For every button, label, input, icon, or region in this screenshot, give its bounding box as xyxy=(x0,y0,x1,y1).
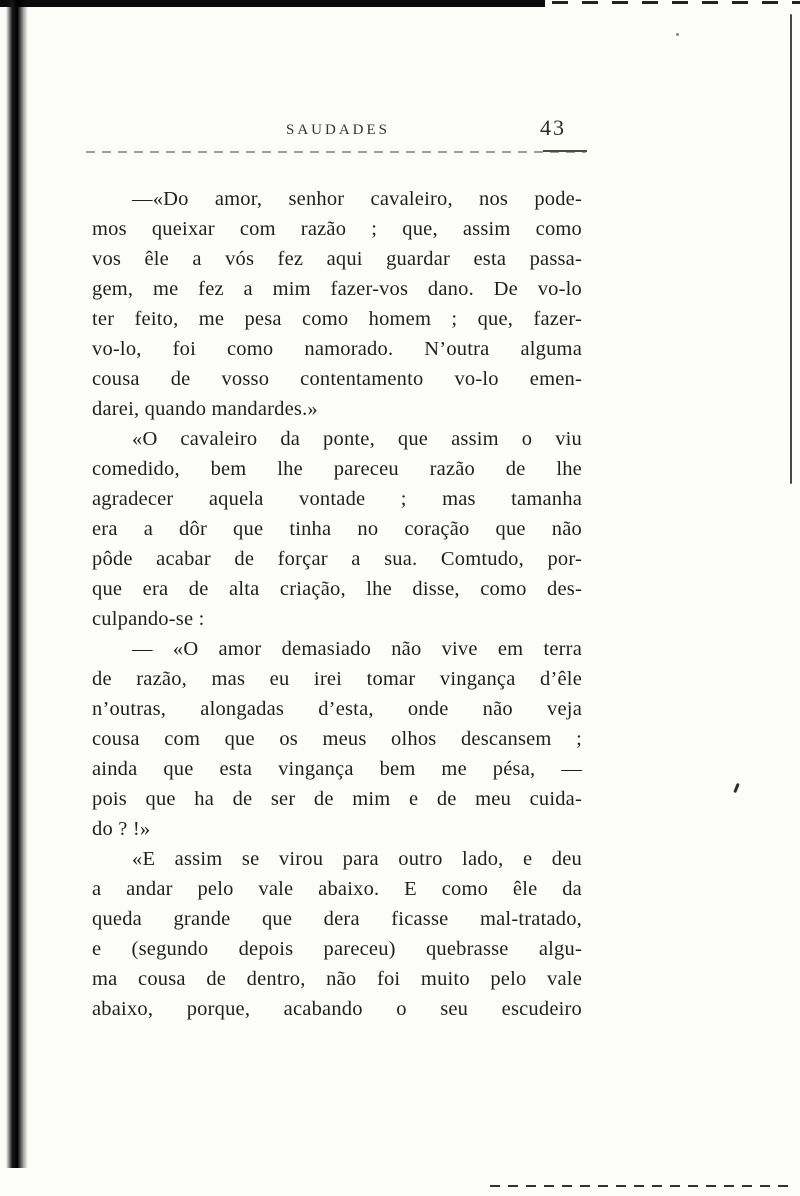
text-line: gem, me fez a mim fazer-vos dano. De vo-lo xyxy=(92,278,582,300)
text-line: darei, quando mandardes.» xyxy=(92,398,318,420)
text-line: «O cavaleiro da ponte, que assim o viu xyxy=(132,428,582,450)
text-line: a andar pelo vale abaixo. E como êle da xyxy=(92,878,582,900)
text-line: n’outras, alongadas d’esta, onde não veja xyxy=(92,698,582,720)
scan-bottom-edge-dashes xyxy=(490,1185,795,1187)
text-line: ter feito, me pesa como homem ; que, fazer- xyxy=(92,308,582,330)
scan-right-edge xyxy=(790,14,792,484)
page-number: 43 xyxy=(540,115,566,140)
text-line: agradecer aquela vontade ; mas tamanha xyxy=(92,488,582,510)
scan-speck xyxy=(676,33,679,36)
text-line: ainda que esta vingança bem me pésa, — xyxy=(92,758,582,780)
scan-top-edge-dashes xyxy=(552,1,800,4)
text-line: de razão, mas eu irei tomar vingança d’êle xyxy=(92,668,582,690)
text-line: e (segundo depois pareceu) quebrasse algu- xyxy=(92,938,582,960)
text-line: —«Do amor, senhor cavaleiro, nos pode- xyxy=(132,188,582,210)
text-line: — «O amor demasiado não vive em terra xyxy=(132,638,582,660)
text-line: que era de alta criação, lhe disse, como des- xyxy=(92,578,582,600)
text-line: queda grande que dera ficasse mal-tratado, xyxy=(92,908,582,930)
text-line: cousa de vosso contentamento vo-lo emen- xyxy=(92,368,582,390)
text-line: do ? !» xyxy=(92,818,151,840)
text-line: mos queixar com razão ; que, assim como xyxy=(92,218,582,240)
header-rule xyxy=(86,151,586,153)
text-line: vos êle a vós fez aqui guardar esta passa- xyxy=(92,248,582,270)
text-line: abaixo, porque, acabando o seu escudeiro xyxy=(92,998,582,1020)
header-rule-dark-segment xyxy=(543,150,587,152)
text-line: culpando-se : xyxy=(92,608,205,630)
page-header xyxy=(92,115,584,146)
scan-mark xyxy=(733,783,740,793)
running-title: SAUDADES xyxy=(285,122,390,138)
scan-top-edge xyxy=(0,0,545,7)
text-line: comedido, bem lhe pareceu razão de lhe xyxy=(92,458,582,480)
text-line: cousa com que os meus olhos descansem ; xyxy=(92,728,582,750)
text-line: «E assim se virou para outro lado, e deu xyxy=(132,848,582,870)
page-body-text xyxy=(92,184,582,1024)
text-line: pois que ha de ser de mim e de meu cuida- xyxy=(92,788,582,810)
text-line: vo-lo, foi como namorado. N’outra alguma xyxy=(92,338,582,360)
text-line: era a dôr que tinha no coração que não xyxy=(92,518,582,540)
text-line: pôde acabar de forçar a sua. Comtudo, por- xyxy=(92,548,582,570)
text-line: ma cousa de dentro, não foi muito pelo vale xyxy=(92,968,582,990)
binding-shadow xyxy=(6,0,28,1168)
